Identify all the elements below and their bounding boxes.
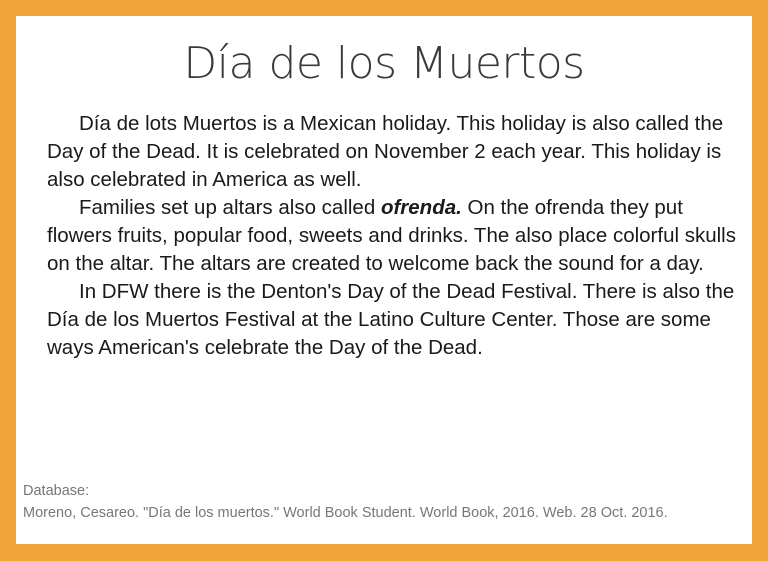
source-citation	[23, 480, 748, 524]
ofrenda-term: ofrenda.	[380, 196, 462, 219]
paragraph-altars-start: Families set up altars also called	[79, 196, 381, 219]
paragraph-intro: Día de lots Muertos is a Mexican holiday. This holiday is also called the Day of the Dead. It is celebrated on November 2 each year. This holiday is also celebrated in America as well.	[47, 112, 724, 191]
citation-text: Moreno, Cesareo. "Día de los muertos." World Book Student. World Book, 2016. Web. 28 Oct. 2016.	[23, 505, 668, 521]
body-text	[47, 110, 737, 362]
page-title: Día de los Muertos	[183, 38, 585, 89]
document-page	[16, 16, 752, 544]
paragraph-festivals: In DFW there is the Denton's Day of the Dead Festival. There is also the Día de los Muertos Festival at the Latino Culture Center. Those are some ways American's celebrate the Day of the Dead.	[47, 280, 735, 359]
source-label: Database:	[23, 483, 90, 499]
paragraph-altars-end: On the ofrenda they put flowers fruits, popular food, sweets and drinks. The also place colorful skulls on the altar. The altars are created to welcome back the sound for a day.	[47, 196, 736, 275]
paragraph-altars	[47, 194, 737, 278]
